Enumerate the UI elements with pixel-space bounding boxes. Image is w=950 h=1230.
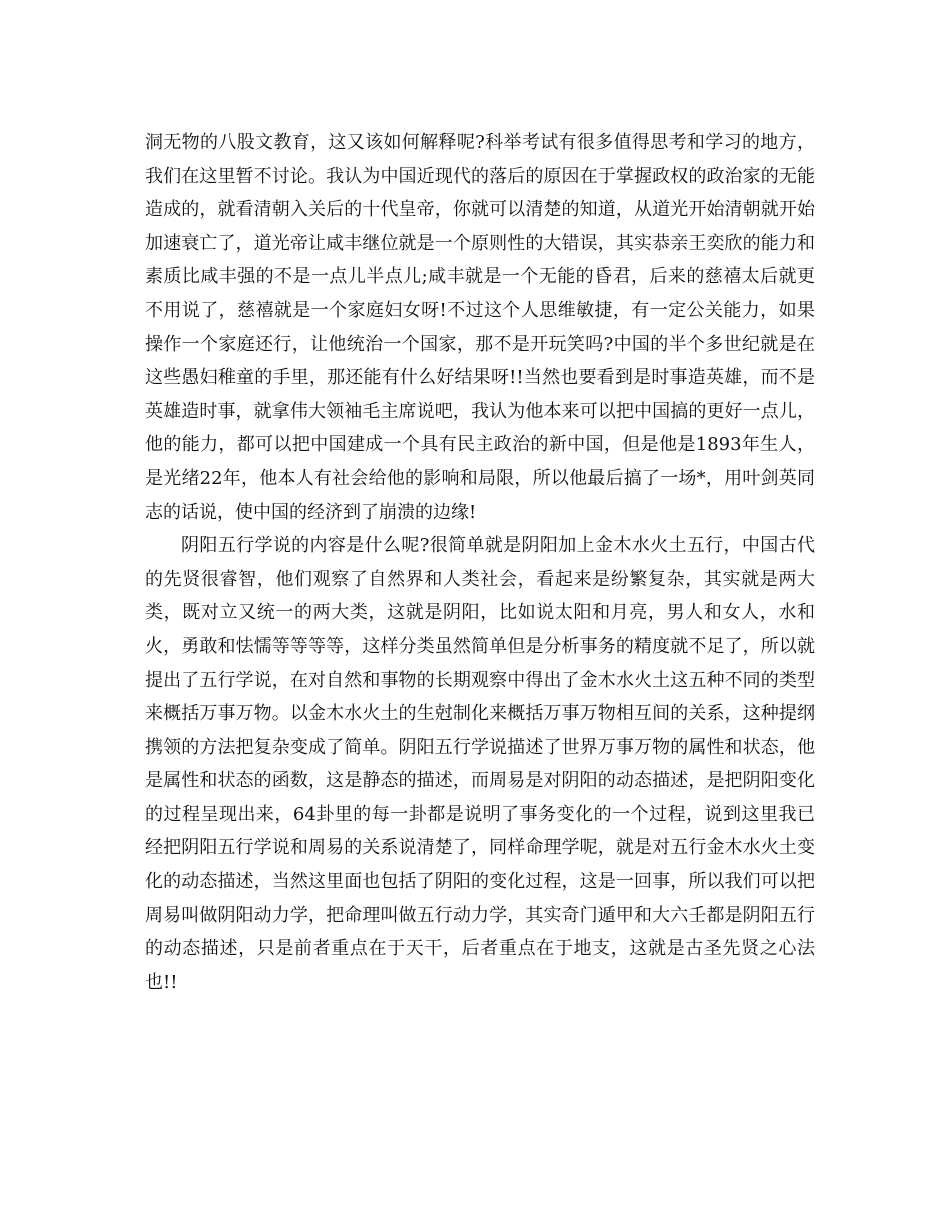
paragraph-2: 阴阳五行学说的内容是什么呢?很简单就是阴阳加上金木水火土五行，中国古代的先贤很睿智，他们观察了自然界和人类社会，看起来是纷繁复杂，其实就是两大类，既对立又统一的两大类，这就是阴阳，比如说太阳和月亮，男人和女人，水和火，勇敢和怯懦等等等等，这样分类虽然简单但是分析事务的精度就不足了，所以就提出了五行学说，在对自然和事物的长期观察中得出了金木水火土这五种不同的类型来概括万事万物。以金木水火土的生尅制化来概括万事万物相互间的关系，这种提纲携领的方法把复杂变成了简单。阴阳五行学说描述了世界万事万物的属性和状态，他是属性和状态的函数，这是静态的描述，而周易是对阴阳的动态描述，是把阴阳变化的过程呈现出来，64卦里的每一卦都是说明了事务变化的一个过程，说到这里我已经把阴阳五行学说和周易的关系说清楚了，同样命理学呢，就是对五行金木水火土变化的动态描述，当然这里面也包括了阴阳的变化过程，这是一回事，所以我们可以把周易叫做阴阳动力学，把命理叫做五行动力学，其实奇门遁甲和大六壬都是阴阳五行的动态描述，只是前者重点在于天干，后者重点在于地支，这就是古圣先贤之心法也!! <box>145 535 815 993</box>
document-page <box>145 126 815 999</box>
paragraph-1: 洞无物的八股文教育，这又该如何解释呢?科举考试有很多值得思考和学习的地方，我们在这里暂不讨论。我认为中国近现代的落后的原因在于掌握政权的政治家的无能造成的，就看清朝入关后的十代皇帝，你就可以清楚的知道，从道光开始清朝就开始加速衰亡了，道光帝让咸丰继位就是一个原则性的大错误，其实恭亲王奕欣的能力和素质比咸丰强的不是一点儿半点儿;咸丰就是一个无能的昏君，后来的慈禧太后就更不用说了，慈禧就是一个家庭妇女呀!不过这个人思维敏捷，有一定公关能力，如果操作一个家庭还行，让他统治一个国家，那不是开玩笑吗?中国的半个多世纪就是在这些愚妇稚童的手里，那还能有什么好结果呀!!当然也要看到是时事造英雄，而不是英雄造时事，就拿伟大领袖毛主席说吧，我认为他本来可以把中国搞的更好一点儿，他的能力，都可以把中国建成一个具有民主政治的新中国，但是他是1893年生人，是光绪22年，他本人有社会给他的影响和局限，所以他最后搞了一场*，用叶剑英同志的话说，使中国的经济到了崩溃的边缘! <box>145 132 815 523</box>
